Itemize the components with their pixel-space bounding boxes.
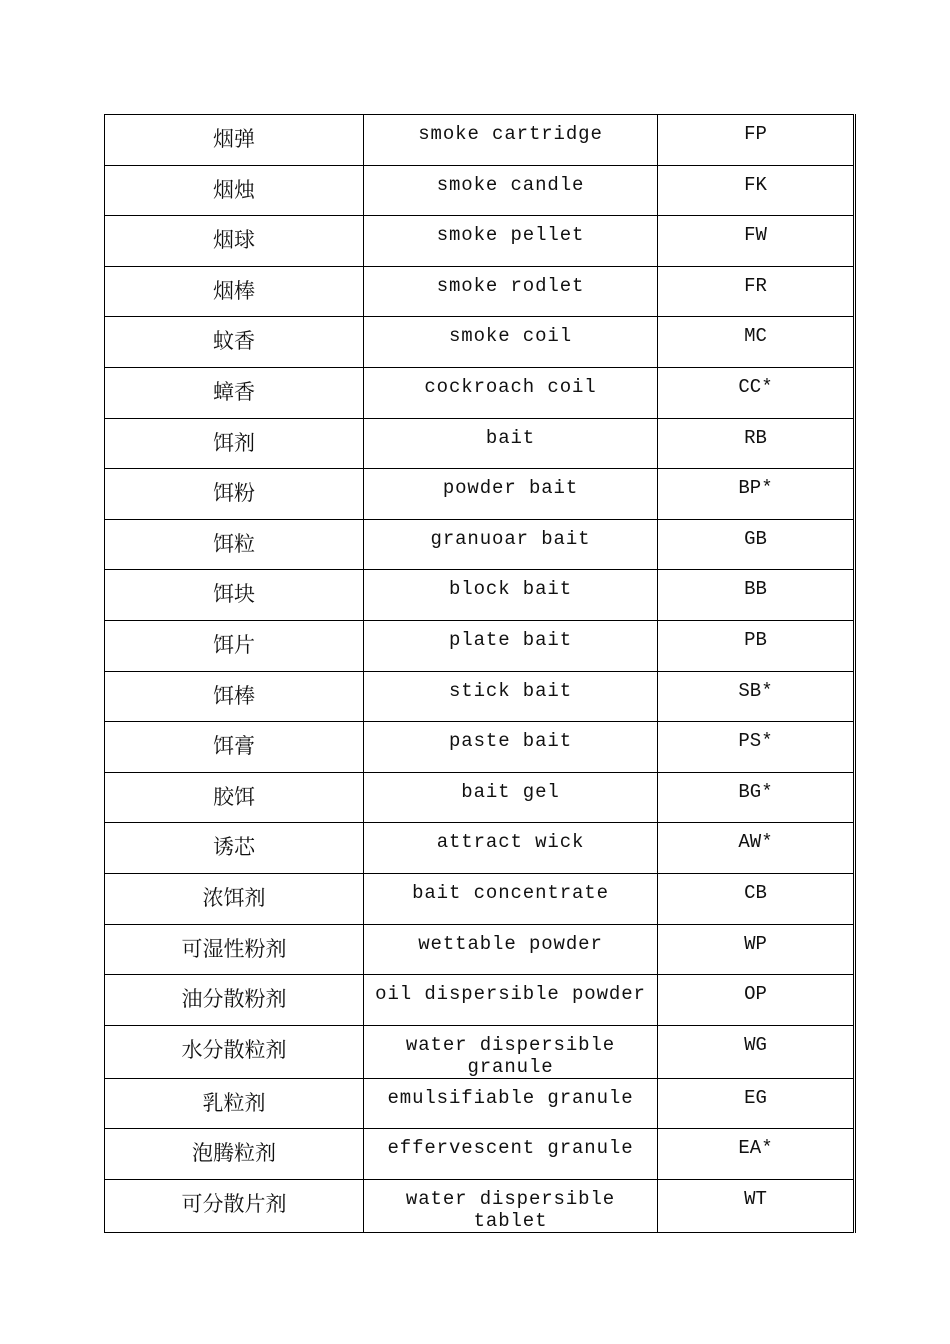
code-cell-text: EG — [744, 1086, 767, 1109]
code-cell — [658, 519, 855, 570]
english-name-cell — [364, 722, 658, 773]
english-name-cell-text: water dispersible granule — [405, 1033, 616, 1078]
english-name-cell — [364, 1129, 658, 1180]
chinese-name-cell-text: 泡腾粒剂 — [192, 1141, 276, 1166]
code-cell-text: CC* — [738, 375, 773, 398]
chinese-name-cell — [105, 165, 364, 216]
english-name-cell-text: effervescent granule — [387, 1137, 634, 1160]
code-cell — [658, 924, 855, 975]
code-cell-text: MC — [744, 325, 767, 348]
chinese-name-cell — [105, 418, 364, 469]
code-cell — [658, 367, 855, 418]
table-row — [105, 115, 855, 166]
chinese-name-cell-text: 油分散粉剂 — [181, 987, 287, 1012]
table-row — [105, 216, 855, 267]
english-name-cell — [364, 165, 658, 216]
chinese-name-cell-text: 水分散粒剂 — [181, 1037, 287, 1062]
chinese-name-cell-text: 饵膏 — [213, 734, 255, 759]
chinese-name-cell — [105, 823, 364, 874]
code-cell — [658, 266, 855, 317]
english-name-cell — [364, 671, 658, 722]
chinese-name-cell — [105, 671, 364, 722]
chinese-name-cell — [105, 317, 364, 368]
code-cell — [658, 1179, 855, 1232]
english-name-cell — [364, 772, 658, 823]
english-name-cell — [364, 216, 658, 267]
chinese-name-cell — [105, 1025, 364, 1078]
chinese-name-cell-text: 饵棒 — [213, 683, 255, 708]
table-row — [105, 1025, 855, 1078]
code-cell-text: AW* — [738, 831, 773, 854]
english-name-cell-text: stick bait — [448, 679, 573, 702]
chinese-name-cell-text: 诱芯 — [213, 835, 255, 860]
code-cell — [658, 823, 855, 874]
chinese-name-cell-text: 烟球 — [213, 228, 255, 253]
chinese-name-cell — [105, 115, 364, 166]
code-cell-text: FP — [744, 123, 767, 145]
chinese-name-cell-text: 烟烛 — [213, 177, 255, 202]
table-row — [105, 165, 855, 216]
formulation-code-table — [104, 114, 856, 1233]
table-row — [105, 975, 855, 1026]
chinese-name-cell-text: 浓饵剂 — [202, 885, 266, 910]
code-cell — [658, 1129, 855, 1180]
table-row — [105, 1179, 855, 1232]
english-name-cell — [364, 519, 658, 570]
code-cell-text: BB — [744, 578, 767, 601]
chinese-name-cell-text: 饵剂 — [213, 430, 255, 455]
chinese-name-cell-text: 烟弹 — [213, 127, 255, 151]
code-cell-text: BP* — [738, 477, 773, 500]
chinese-name-cell — [105, 722, 364, 773]
table-row — [105, 1078, 855, 1129]
table-row — [105, 1129, 855, 1180]
code-cell-text: FW — [744, 224, 767, 247]
chinese-name-cell — [105, 975, 364, 1026]
chinese-name-cell-text: 饵粒 — [213, 531, 255, 556]
chinese-name-cell — [105, 570, 364, 621]
code-cell-text: RB — [744, 426, 767, 449]
english-name-cell — [364, 975, 658, 1026]
english-name-cell-text: paste bait — [448, 730, 573, 753]
code-cell — [658, 975, 855, 1026]
chinese-name-cell — [105, 772, 364, 823]
chinese-name-cell — [105, 873, 364, 924]
table-row — [105, 570, 855, 621]
code-cell — [658, 317, 855, 368]
english-name-cell-text: wettable powder — [418, 932, 603, 955]
table-row — [105, 873, 855, 924]
chinese-name-cell-text: 乳粒剂 — [202, 1090, 266, 1115]
table-row — [105, 924, 855, 975]
english-name-cell-text: cockroach coil — [424, 375, 597, 398]
chinese-name-cell — [105, 266, 364, 317]
english-name-cell-text: attract wick — [436, 831, 585, 854]
chinese-name-cell — [105, 620, 364, 671]
english-name-cell — [364, 1078, 658, 1129]
english-name-cell — [364, 266, 658, 317]
code-cell — [658, 418, 855, 469]
table-row — [105, 519, 855, 570]
english-name-cell — [364, 418, 658, 469]
english-name-cell — [364, 924, 658, 975]
english-name-cell — [364, 873, 658, 924]
chinese-name-cell — [105, 519, 364, 570]
code-cell — [658, 671, 855, 722]
chinese-name-cell-text: 胶饵 — [213, 784, 255, 809]
english-name-cell-text: bait concentrate — [412, 881, 609, 904]
code-cell — [658, 1078, 855, 1129]
code-cell-text: FK — [744, 173, 767, 196]
code-cell-text: BG* — [738, 780, 773, 803]
chinese-name-cell-text: 蟑香 — [213, 379, 255, 404]
chinese-name-cell-text: 蚊香 — [213, 329, 255, 354]
chinese-name-cell-text: 可分散片剂 — [181, 1191, 287, 1216]
english-name-cell-text: smoke pellet — [436, 224, 585, 247]
chinese-name-cell-text: 饵粉 — [213, 481, 255, 506]
chinese-name-cell — [105, 924, 364, 975]
english-name-cell-text: bait gel — [461, 780, 560, 803]
english-name-cell-text: water dispersible tablet — [405, 1187, 616, 1232]
code-cell-text: GB — [744, 527, 767, 550]
table-row — [105, 317, 855, 368]
chinese-name-cell-text: 饵片 — [213, 632, 255, 657]
english-name-cell — [364, 317, 658, 368]
code-cell — [658, 469, 855, 520]
code-cell-text: PB — [744, 628, 767, 651]
english-name-cell — [364, 367, 658, 418]
english-name-cell — [364, 1179, 658, 1232]
code-cell-text: EA* — [738, 1137, 773, 1160]
english-name-cell — [364, 620, 658, 671]
code-cell — [658, 873, 855, 924]
code-cell-text: CB — [744, 881, 767, 904]
english-name-cell-text: plate bait — [448, 628, 573, 651]
code-cell-text: WT — [744, 1187, 767, 1210]
code-cell — [658, 620, 855, 671]
chinese-name-cell-text: 烟棒 — [213, 278, 255, 303]
code-cell — [658, 722, 855, 773]
english-name-cell-text: emulsifiable granule — [387, 1086, 634, 1109]
english-name-cell-text: granuoar bait — [430, 527, 591, 550]
english-name-cell — [364, 1025, 658, 1078]
code-cell-text: WG — [744, 1033, 767, 1056]
chinese-name-cell — [105, 216, 364, 267]
table-row — [105, 266, 855, 317]
chinese-name-cell — [105, 1179, 364, 1232]
english-name-cell-text: oil dispersible powder — [375, 983, 646, 1006]
english-name-cell — [364, 469, 658, 520]
table-row — [105, 469, 855, 520]
code-cell — [658, 115, 855, 166]
table-row — [105, 722, 855, 773]
table-row — [105, 772, 855, 823]
table-row — [105, 367, 855, 418]
chinese-name-cell-text: 可湿性粉剂 — [181, 936, 287, 961]
code-cell-text: OP — [744, 983, 767, 1006]
english-name-cell — [364, 570, 658, 621]
code-cell-text: PS* — [738, 730, 773, 753]
english-name-cell-text: smoke rodlet — [436, 274, 585, 297]
english-name-cell — [364, 823, 658, 874]
code-cell — [658, 165, 855, 216]
table-row — [105, 823, 855, 874]
code-cell — [658, 772, 855, 823]
chinese-name-cell — [105, 1078, 364, 1129]
table-row — [105, 418, 855, 469]
english-name-cell — [364, 115, 658, 166]
code-cell-text: SB* — [738, 679, 773, 702]
chinese-name-cell — [105, 469, 364, 520]
table-body — [105, 115, 855, 1233]
code-cell-text: WP — [744, 932, 767, 955]
english-name-cell-text: smoke coil — [448, 325, 573, 348]
code-cell — [658, 1025, 855, 1078]
chinese-name-cell — [105, 367, 364, 418]
code-cell — [658, 216, 855, 267]
table-row — [105, 671, 855, 722]
code-cell — [658, 570, 855, 621]
english-name-cell-text: smoke cartridge — [418, 123, 603, 145]
chinese-name-cell — [105, 1129, 364, 1180]
chinese-name-cell-text: 饵块 — [213, 582, 255, 607]
code-cell-text: FR — [744, 274, 767, 297]
english-name-cell-text: smoke candle — [436, 173, 585, 196]
english-name-cell-text: powder bait — [442, 477, 579, 500]
english-name-cell-text: block bait — [448, 578, 573, 601]
table-row — [105, 620, 855, 671]
english-name-cell-text: bait — [485, 426, 536, 449]
